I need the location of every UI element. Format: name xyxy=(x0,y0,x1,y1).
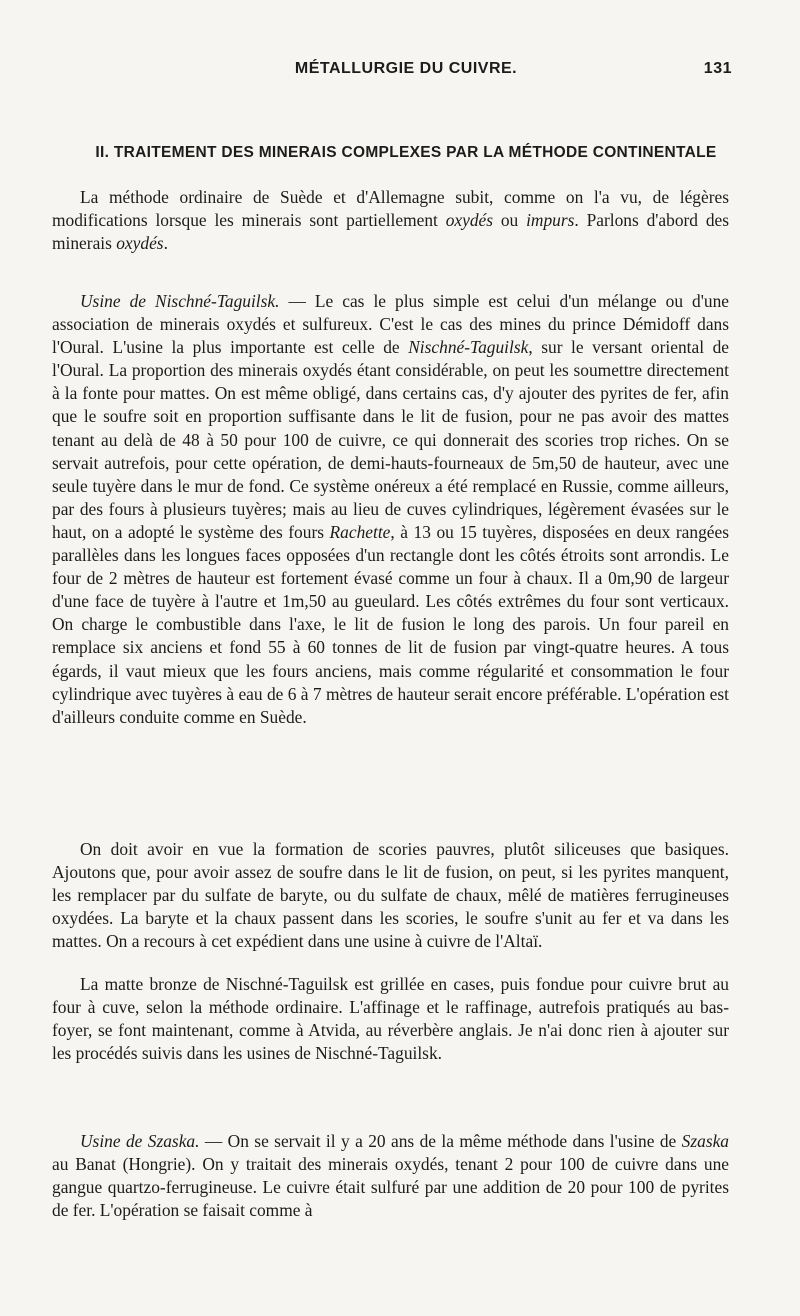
emphasis: Rachette xyxy=(329,521,391,542)
paragraph-text: , à 13 ou 15 tuyères, disposées en deux rangées parallèles dans les longues faces opposées d'un rectangle dont les côtés étroits sont arrondis. Le four de 2 mètres de hauteur est fortement évasé comme un four à chaux. Il a 0m,90 de largeur d'une face de tuyère à l'autre et 1m,50 au gueulard. Les côtés extrêmes du four sont verticaux. On charge le combustible dans l'axe, le lit de fusion le long des parois. Un four pareil en remplace six anciens et fond 55 à 60 tonnes de lit de fusion par vingt-quatre heures. A tous égards, il vaut mieux que les fours anciens, mais comme régularité et consommation le four cylindrique avec tuyères à eau de 6 à 7 mètres de hauteur serait encore préférable. L'opération est d'ailleurs conduite comme en Suède. xyxy=(52,521,729,727)
paragraph-lead-title: Usine de Nischné-Taguilsk. xyxy=(80,291,280,311)
page-number: 131 xyxy=(703,60,732,77)
paragraph-text: . Parlons d'abord des minerais xyxy=(52,210,729,254)
emphasis: oxydés xyxy=(445,210,494,231)
paragraph-methode-ordinaire xyxy=(52,186,729,255)
paragraph-text: La matte bronze de Nischné-Taguilsk est grillée en cases, puis fondue pour cuivre brut au four à cuve, selon la méthode ordinaire. L'affinage et le raffinage, autrefois pratiqués au bas-foyer, se font maintenant, comme à Atvida, au réverbère anglais. Je n'ai donc rien à ajouter sur les procédés suivis dans les usines de Nischné-Taguilsk. xyxy=(52,974,729,1064)
paragraph-text: . xyxy=(163,233,168,254)
emphasis: impurs xyxy=(526,210,575,231)
paragraph-usine-szaska xyxy=(52,1130,729,1222)
paragraph-text: — On se servait il y a 20 ans de la même méthode dans l'usine de xyxy=(199,1131,682,1151)
running-head xyxy=(80,60,732,86)
paragraph-usine-nischne-taguilsk xyxy=(52,290,729,729)
emphasis: Nischné-Taguilsk xyxy=(408,337,529,358)
paragraph-text: ou xyxy=(493,210,527,231)
emphasis: oxydés xyxy=(116,233,164,254)
paragraph-scories xyxy=(52,838,729,953)
paragraph-text: — Le cas le plus simple est celui d'un mélange ou d'une association de minerais oxydés et sulfureux. C'est le cas des mines du prince Démidoff dans l'Oural. L'usine la plus importante est celle de xyxy=(52,291,729,358)
paragraph-text: On doit avoir en vue la formation de scories pauvres, plutôt siliceuses que basiques. Ajoutons que, pour avoir assez de soufre dans le lit de fusion, on peut, si les pyrites manquent, les remplacer par du sulfate de baryte, ou du sulfate de chaux, mêlé de matières ferrugineuses oxydées. La baryte et la chaux passent dans les scories, le soufre s'unit au fer et va dans les mattes. On a recours à cet expédient dans une usine à cuivre de l'Altaï. xyxy=(52,839,729,952)
section-heading: II. TRAITEMENT DES MINERAIS COMPLEXES PAR LA MÉTHODE CONTINENTALE xyxy=(95,144,717,161)
paragraph-text: La méthode ordinaire de Suède et d'Allemagne subit, comme on l'a vu, de légères modifications lorsque les minerais sont partiellement xyxy=(52,187,729,231)
paragraph-text: au Banat (Hongrie). On y traitait des minerais oxydés, tenant 2 pour 100 de cuivre dans une gangue quartzo-ferrugineuse. Le cuivre était sulfuré par une addition de 20 pour 100 de pyrites de fer. L'opération se faisait comme à xyxy=(52,1154,729,1221)
paragraph-text: , sur le versant oriental de l'Oural. La proportion des minerais oxydés étant considérable, on peut les soumettre directement à la fonte pour mattes. On est même obligé, dans certains cas, d'y ajouter des pyrites de fer, afin que le soufre soit en proportion suffisante dans le lit de fusion, pour ne pas avoir des mattes tenant au delà de 48 à 50 pour 100 de cuivre, ce qui donnerait des scories trop riches. On se servait autrefois, pour cette opération, de demi-hauts-fourneaux de 5m,50 de hauteur, avec une seule tuyère dans le mur de fond. Ce système onéreux a été remplacé en Russie, comme ailleurs, par des fours à plusieurs tuyères; mais au lieu de cuves cylindriques, légèrement évasées sur le haut, on a adopté le système des fours xyxy=(52,337,729,542)
paragraph-lead-title: Usine de Szaska. xyxy=(80,1131,200,1151)
running-head-title: MÉTALLURGIE DU CUIVRE. xyxy=(294,60,518,77)
paragraph-matte-bronze xyxy=(52,973,729,1065)
emphasis: Szaska xyxy=(681,1131,729,1151)
